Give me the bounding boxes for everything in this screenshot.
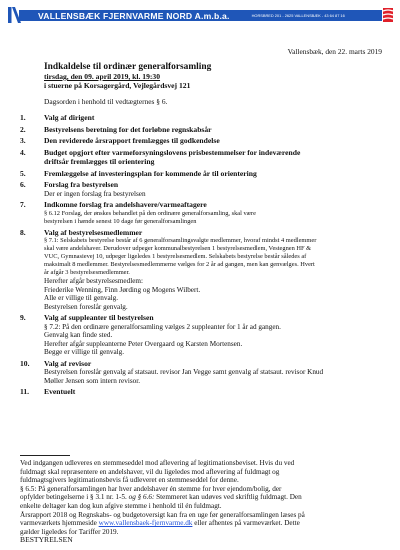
item-text: Begge er villige til genvalg. bbox=[44, 348, 125, 356]
danish-flag-icon bbox=[383, 8, 393, 22]
agenda-item bbox=[20, 136, 386, 146]
footnote-text: eller afhentes på varmeværket. Dette bbox=[194, 519, 300, 528]
agenda-item bbox=[20, 148, 386, 158]
item-text: § 6.12 Forslag, der ønskes behandlet på den ordinære generalforsamling, skal være bbox=[44, 209, 256, 217]
agenda-list bbox=[20, 113, 386, 397]
agenda-item bbox=[20, 169, 386, 179]
dateline: Vallensbæk, den 22. marts 2019 bbox=[287, 47, 382, 56]
item-text: skal være andelshaver. Derudover udpeger kommunalbestyrelsen 1 bestyrelsesmedlem, Vestegnen HF & bbox=[44, 245, 312, 252]
item-text: VUC, Gymnasievej 10, udpeger ligeledes 1 bestyrelsesmedlem. Selskabets bestyrelse består således af bbox=[44, 253, 307, 260]
item-text: bestyrelsen i hænde senest 10 dage før generalforsamlingen bbox=[44, 217, 197, 225]
agenda-item bbox=[20, 228, 386, 238]
item-title: Bestyrelsens beretning for det forløbne regnskabsår bbox=[44, 124, 212, 134]
footnote-divider bbox=[20, 455, 70, 456]
company-address: HORSBRED 201 - 2625 VALLENSBÆK - 43 64 87 16 bbox=[251, 13, 345, 18]
item-number: 8. bbox=[20, 227, 26, 237]
item-title: Forslag fra bestyrelsen bbox=[44, 180, 119, 189]
item-text: Der er ingen forslag fra bestyrelsen bbox=[44, 189, 146, 198]
footnote-line: fuldmagtsgivers legitimationsbevis få udleveret en stemmeseddel for denne. bbox=[20, 476, 239, 485]
item-text: § 7.1: Selskabets bestyrelse består af 6 generalforsamlingsvalgte medlemmer, hvoraf mindst 4 medlemmer bbox=[44, 237, 317, 244]
item-number: 4. bbox=[20, 147, 26, 157]
footnotes bbox=[20, 459, 386, 536]
item-number: 6. bbox=[20, 180, 26, 189]
item-text: Alle er villige til genvalg. bbox=[44, 294, 119, 302]
item-number: 9. bbox=[20, 313, 26, 322]
item-text: Bestyrelsen foreslår genvalg af statsaut. revisor Jan Vegge samt genvalg af statsaut. revisor Knud bbox=[44, 368, 324, 376]
footnote-text: Stemmeret kan udøves ved skriftlig fuldmagt. Den bbox=[156, 493, 302, 502]
page-title: Indkaldelse til ordinær generalforsamling bbox=[44, 62, 212, 72]
agenda-item bbox=[20, 359, 386, 369]
item-title: Indkomne forslag fra andelshavere/varmeaftagere bbox=[44, 200, 207, 209]
item-number: 7. bbox=[20, 200, 26, 209]
agenda-intro: Dagsorden i henhold til vedtægternes § 6. bbox=[44, 97, 168, 106]
footnote-text-italic: og § 6.6: bbox=[128, 493, 155, 502]
agenda-item-cont bbox=[20, 157, 386, 167]
item-title: Den reviderede årsrapport fremlægges til godkendelse bbox=[44, 136, 220, 145]
footnote-line bbox=[20, 519, 386, 528]
notice-heading bbox=[44, 62, 384, 90]
footnote-line: § 6.5: På generalforsamlingen har hver andelshaver én stemme for hver ejendom/bolig, der bbox=[20, 484, 282, 493]
item-number: 5. bbox=[20, 168, 26, 178]
meeting-date: tirsdag, den 09. april 2019, kl. 19:30 bbox=[44, 72, 161, 81]
footnote-text: opfylder betingelserne i § 3.1 nr. 1-5. bbox=[20, 493, 127, 502]
website-link[interactable]: www.vallensbaek-fjernvarme.dk bbox=[98, 519, 193, 528]
item-text: Bestyrelsen foreslår genvalg. bbox=[44, 302, 128, 311]
item-title: Valg af bestyrelsesmedlemmer bbox=[44, 227, 143, 237]
footnote-line: enkelte deltager kan dog kun afgive stemme i henhold til én fuldmagt. bbox=[20, 501, 222, 510]
item-title: Valg af suppleanter til bestyrelsen bbox=[44, 313, 154, 322]
item-title-cont: driftsår fremlægges til orientering bbox=[44, 157, 155, 166]
agenda-item bbox=[20, 113, 386, 123]
item-number: 2. bbox=[20, 124, 26, 134]
item-text: Friederike Wenning, Finn Jørding og Mogens Wilbert. bbox=[44, 285, 201, 294]
item-title: Fremlæggelse af investeringsplan for kommende år til orientering bbox=[44, 168, 257, 178]
item-text: Herefter afgår bestyrelsesmedlem: bbox=[44, 277, 143, 285]
item-title: Eventuelt bbox=[44, 387, 76, 396]
footnote-line: gælder ligeledes for Tariffer 2019. bbox=[20, 527, 119, 536]
item-title: Valg af revisor bbox=[44, 358, 92, 368]
footnote-line: fuldmagt skal repræsentere en andelshaver, vil du ligeledes mod aflevering af fuldmagt og bbox=[20, 467, 280, 476]
footnote-text: varmeværkets hjemmeside bbox=[20, 519, 97, 528]
item-text: Herefter afgår suppleanterne Peter Overgaard og Karsten Mortensen. bbox=[44, 339, 243, 348]
item-text: Møller Jensen som intern revisor. bbox=[44, 376, 141, 385]
letterhead bbox=[8, 7, 392, 23]
agenda-item bbox=[20, 125, 386, 135]
item-title: Budget opgjort efter varmeforsyningslovens prisbestemmelser for indeværende bbox=[44, 147, 301, 157]
agenda-item bbox=[20, 180, 386, 190]
footnote-line: Årsrapport 2018 og Regnskabs- og budgetoversigt kan fra en uge før generalforsamlingen læses på bbox=[20, 510, 305, 519]
item-text: maksimalt 8 medlemmer. Bestyrelsesmedlemmerne vælges for 2 år ad gangen, men kan genvælges. Hvert bbox=[44, 261, 315, 268]
item-number: 11. bbox=[20, 387, 30, 396]
company-name: VALLENSBÆK FJERNVARME NORD A.m.b.a. bbox=[38, 10, 230, 21]
footnote-line bbox=[20, 493, 386, 502]
item-number: 1. bbox=[20, 113, 26, 122]
company-banner bbox=[24, 10, 382, 21]
footnote-line: Ved indgangen udleveres en stemmeseddel mod aflevering af legitimationsbeviset. Hvis du ved bbox=[20, 459, 295, 467]
item-text: § 7.2: På den ordinære generalforsamling vælges 2 suppleanter for 1 år ad gangen. bbox=[44, 322, 281, 331]
meeting-location: i stuerne på Korsagergård, Vejlegårdsvej 121 bbox=[44, 81, 191, 90]
item-number: 3. bbox=[20, 136, 26, 145]
item-number: 10. bbox=[20, 358, 30, 368]
agenda-item bbox=[20, 387, 386, 397]
signature: BESTYRELSEN bbox=[20, 535, 73, 544]
item-title: Valg af dirigent bbox=[44, 113, 95, 122]
agenda-item bbox=[20, 313, 386, 323]
agenda-item bbox=[20, 200, 386, 210]
item-text: Genvalg kan finde sted. bbox=[44, 331, 113, 339]
item-text: år afgår 3 bestyrelsesmedlemmer. bbox=[44, 269, 130, 276]
